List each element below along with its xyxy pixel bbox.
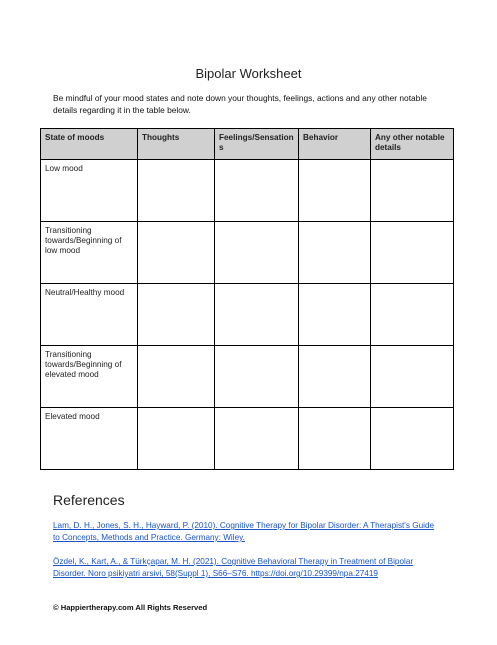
details-cell[interactable] [371,222,454,284]
feelings-cell[interactable] [215,408,299,470]
intro-text: Be mindful of your mood states and note down your thoughts, feelings, actions and any other notable details regarding it in the table below. [53,93,427,115]
references-heading: References [53,492,125,508]
behavior-cell[interactable] [299,160,371,222]
behavior-cell[interactable] [299,222,371,284]
reference-item [53,520,443,544]
feelings-cell[interactable] [215,284,299,346]
table-row [41,284,454,346]
header-other-details: Any other notable details [371,129,454,160]
thoughts-cell[interactable] [138,346,215,408]
table-row [41,346,454,408]
table-row [41,408,454,470]
behavior-cell[interactable] [299,346,371,408]
header-feelings-sensations: Feelings/Sensations [215,129,299,160]
details-cell[interactable] [371,408,454,470]
row-label-low-mood: Low mood [41,160,138,222]
behavior-cell[interactable] [299,284,371,346]
details-cell[interactable] [371,284,454,346]
header-state-of-moods: State of moods [41,129,138,160]
table-row [41,160,454,222]
page-title: Bipolar Worksheet [195,66,302,81]
thoughts-cell[interactable] [138,222,215,284]
reference-link-lam[interactable]: Lam, D. H., Jones, S. H., Hayward, P. (2010). Cognitive Therapy for Bipolar Disorder: A Therapist's Guide to Concepts, Methods and Practice. Germany: Wiley. [53,521,435,542]
reference-item [53,556,443,580]
feelings-cell[interactable] [215,346,299,408]
thoughts-cell[interactable] [138,160,215,222]
row-label-transition-elevated: Transitioning towards/Beginning of elevated mood [41,346,138,408]
row-label-elevated: Elevated mood [41,408,138,470]
details-cell[interactable] [371,160,454,222]
row-label-neutral: Neutral/Healthy mood [41,284,138,346]
behavior-cell[interactable] [299,408,371,470]
thoughts-cell[interactable] [138,408,215,470]
copyright-footer: © Happiertherapy.com All Rights Reserved [53,603,208,612]
feelings-cell[interactable] [215,222,299,284]
table-row [41,222,454,284]
details-cell[interactable] [371,346,454,408]
table-header-row [41,129,454,160]
header-thoughts: Thoughts [138,129,215,160]
reference-link-ozdel[interactable]: Özdel, K., Kart, A., & Türkçapar, M. H. (2021). Cognitive Behavioral Therapy in Treatment of Bipolar Disorder. Noro psikiyatri arsivi, 58(Suppl 1), S66–S76. https://doi.org/10.29399/npa.27419 [53,557,414,578]
thoughts-cell[interactable] [138,284,215,346]
row-label-transition-low: Transitioning towards/Beginning of low mood [41,222,138,284]
mood-worksheet-table [40,128,454,470]
feelings-cell[interactable] [215,160,299,222]
header-behavior: Behavior [299,129,371,160]
